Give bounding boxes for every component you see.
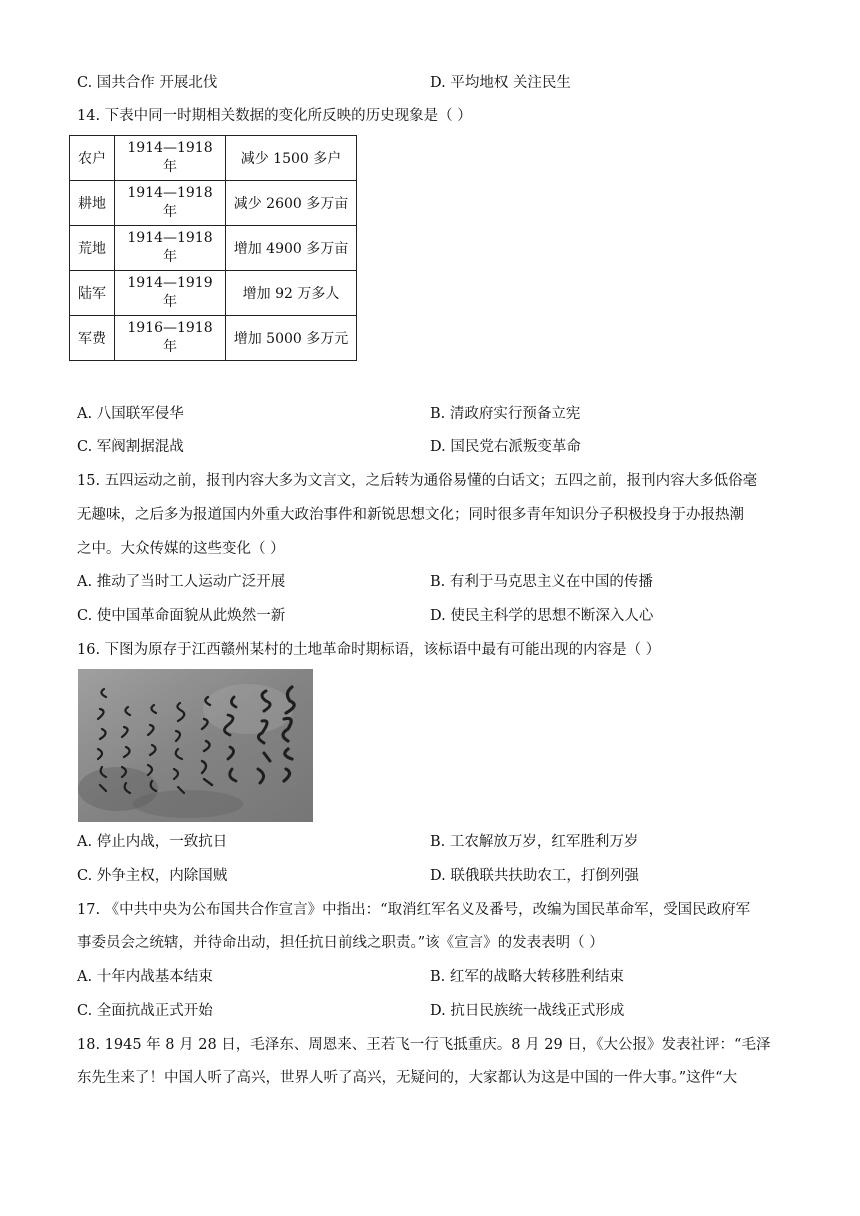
q14-option-b[interactable]: B. 清政府实行预备立宪: [430, 406, 581, 422]
period-cell: 1914—1918 年: [115, 181, 226, 226]
q15-option-c[interactable]: C. 使中国革命面貌从此焕然一新: [77, 608, 286, 624]
q16-option-d[interactable]: D. 联俄联共扶助农工，打倒列强: [430, 868, 639, 884]
category-cell: 荒地: [70, 226, 115, 271]
q15-options-ab: [77, 572, 797, 592]
q14-option-c[interactable]: C. 军阀割据混战: [77, 439, 184, 455]
category-cell: 陆军: [70, 271, 115, 316]
q13-options-cd: [77, 73, 797, 93]
table-row: [70, 226, 357, 271]
q14-options-cd: [77, 437, 797, 457]
q17-option-a[interactable]: A. 十年内战基本结束: [77, 969, 213, 985]
q14-data-table: [69, 135, 357, 361]
q17-option-c[interactable]: C. 全面抗战正式开始: [77, 1003, 213, 1019]
table-row: [70, 136, 357, 181]
change-cell: 增加 92 万多人: [226, 271, 357, 316]
q14-option-d[interactable]: D. 国民党右派叛变革命: [430, 439, 581, 455]
change-cell: 增加 4900 多万亩: [226, 226, 357, 271]
q15-stem-line3: 之中。大众传媒的这些变化（ ）: [77, 541, 285, 557]
q15-option-b[interactable]: B. 有利于马克思主义在中国的传播: [430, 574, 653, 590]
q18-stem-line2: 东先生来了！中国人听了高兴，世界人听了高兴，无疑问的，大家都认为这是中国的一件大事。”这件“大: [77, 1070, 738, 1086]
q15-stem-line2: 无趣味，之后多为报道国内外重大政治事件和新锐思想文化；同时很多青年知识分子积极投身于办报热潮: [77, 507, 744, 523]
q17-option-d[interactable]: D. 抗日民族统一战线正式形成: [430, 1003, 625, 1019]
period-cell: 1914—1918 年: [115, 226, 226, 271]
table-row: [70, 316, 357, 361]
q13-option-d[interactable]: D. 平均地权 关注民生: [430, 75, 571, 91]
q14-option-a[interactable]: A. 八国联军侵华: [77, 406, 184, 422]
change-cell: 减少 1500 多户: [226, 136, 357, 181]
q13-option-c[interactable]: C. 国共合作 开展北伐: [77, 75, 218, 91]
category-cell: 军费: [70, 316, 115, 361]
category-cell: 农户: [70, 136, 115, 181]
q16-options-cd: [77, 866, 797, 886]
q14-stem: 14. 下表中同一时期相关数据的变化所反映的历史现象是（ ）: [77, 108, 472, 124]
category-cell: 耕地: [70, 181, 115, 226]
period-cell: 1916—1918 年: [115, 316, 226, 361]
period-cell: 1914—1919 年: [115, 271, 226, 316]
q16-option-b[interactable]: B. 工农解放万岁，红军胜利万岁: [430, 834, 639, 850]
q14-options-ab: [77, 404, 797, 424]
q15-option-d[interactable]: D. 使民主科学的思想不断深入人心: [430, 608, 654, 624]
q17-option-b[interactable]: B. 红军的战略大转移胜利结束: [430, 969, 624, 985]
q18-stem-line1: 18. 1945 年 8 月 28 日，毛泽东、周恩来、王若飞一行飞抵重庆。8 月 29 日，《大公报》发表社评：“毛泽: [77, 1037, 771, 1053]
q17-stem-line2: 事委员会之统辖，并待命出动，担任抗日前线之职责。”该《宣言》的发表表明（ ）: [77, 935, 604, 951]
table-row: [70, 271, 357, 316]
q17-options-ab: [77, 967, 797, 987]
q15-option-a[interactable]: A. 推动了当时工人运动广泛开展: [77, 574, 286, 590]
q16-stem: 16. 下图为原存于江西赣州某村的土地革命时期标语，该标语中最有可能出现的内容是（ ）: [77, 642, 661, 658]
q16-option-c[interactable]: C. 外争主权，内除国贼: [77, 868, 228, 884]
q15-options-cd: [77, 606, 797, 626]
change-cell: 减少 2600 多万亩: [226, 181, 357, 226]
change-cell: 增加 5000 多万元: [226, 316, 357, 361]
period-cell: 1914—1918 年: [115, 136, 226, 181]
slogan-photo: [78, 669, 313, 822]
q16-option-a[interactable]: A. 停止内战，一致抗日: [77, 834, 228, 850]
q17-options-cd: [77, 1001, 797, 1021]
table-row: [70, 181, 357, 226]
q15-stem-line1: 15. 五四运动之前，报刊内容大多为文言文，之后转为通俗易懂的白话文；五四之前，报刊内容大多低俗毫: [77, 473, 758, 489]
q17-stem-line1: 17. 《中共中央为公布国共合作宣言》中指出：“取消红军名义及番号，改编为国民革命军，受国民政府军: [77, 902, 751, 918]
q16-options-ab: [77, 832, 797, 852]
